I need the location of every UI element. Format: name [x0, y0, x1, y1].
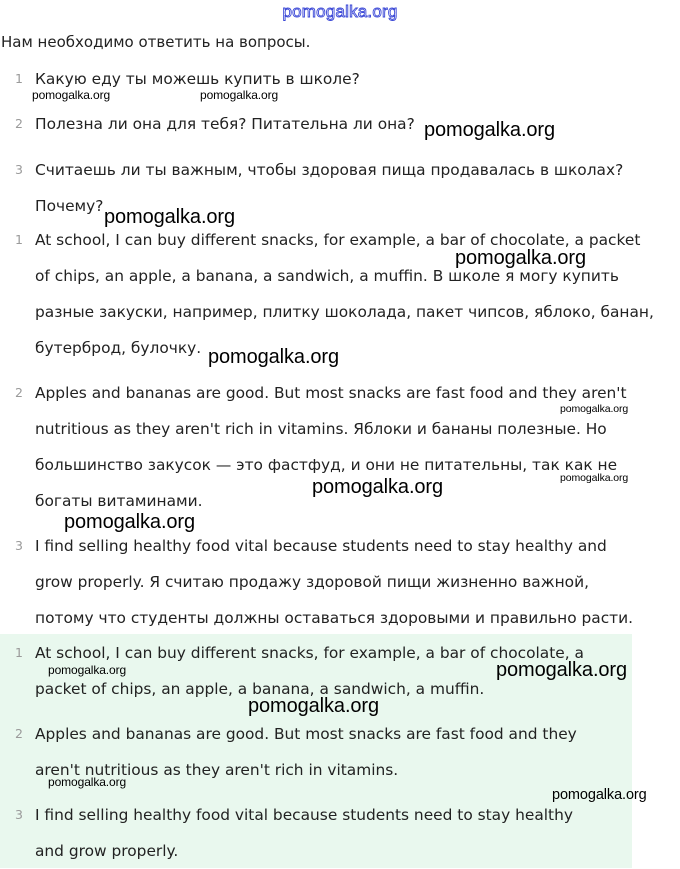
intro-text: Нам необходимо ответить на вопросы.: [1, 33, 311, 51]
answer-3-line-3: потому что студенты должны оставаться здоровыми и правильно расти.: [35, 609, 634, 627]
list-number: 3: [15, 807, 23, 822]
list-number: 2: [15, 116, 23, 131]
list-number: 3: [15, 162, 23, 177]
question-3-line-1: Считаешь ли ты важным, чтобы здоровая пища продавалась в школах?: [35, 161, 624, 179]
question-3-line-2: Почему?: [35, 197, 104, 215]
watermark: pomogalka.org: [312, 476, 444, 498]
english-answer-2-line-1: Apples and bananas are good. But most snacks are fast food and they: [35, 725, 577, 743]
watermark: pomogalka.org: [560, 472, 629, 484]
list-number: 3: [15, 538, 23, 553]
question-2-line-1: Полезна ли она для тебя? Питательна ли она?: [35, 115, 415, 133]
watermark: pomogalka.org: [64, 511, 196, 533]
answer-3-line-1: I find selling healthy food vital because students need to stay healthy and: [35, 537, 607, 555]
list-number: 1: [15, 71, 23, 86]
list-number: 2: [15, 385, 23, 400]
watermark: pomogalka.org: [104, 206, 236, 228]
watermark: pomogalka.org: [455, 247, 587, 269]
watermark: pomogalka.org: [32, 88, 111, 102]
site-logo[interactable]: pomogalka.org: [282, 2, 398, 21]
list-number: 1: [15, 645, 23, 660]
list-number: 2: [15, 726, 23, 741]
english-answer-3-line-1: I find selling healthy food vital because students need to stay healthy: [35, 806, 573, 824]
answer-2-line-3: большинство закусок — это фастфуд, и они не питательны, так как не: [35, 456, 618, 474]
watermark: pomogalka.org: [496, 659, 628, 681]
answer-1-line-1: At school, I can buy different snacks, for example, a bar of chocolate, a packet: [35, 231, 641, 249]
english-answer-2-line-2: aren't nutritious as they aren't rich in vitamins.: [35, 761, 399, 779]
english-answer-1-line-2: packet of chips, an apple, a banana, a sandwich, a muffin.: [35, 680, 485, 698]
watermark: pomogalka.org: [248, 695, 380, 717]
answer-1-line-4: бутерброд, булочку.: [35, 339, 202, 357]
list-number: 1: [15, 232, 23, 247]
answer-2-line-2: nutritious as they aren't rich in vitamins. Яблоки и бананы полезные. Но: [35, 420, 607, 438]
watermark: pomogalka.org: [560, 403, 629, 415]
watermark: pomogalka.org: [552, 787, 647, 803]
watermark: pomogalka.org: [208, 346, 340, 368]
english-answer-1-line-1: At school, I can buy different snacks, for example, a bar of chocolate, a: [35, 644, 584, 662]
answer-1-line-2: of chips, an apple, a banana, a sandwich, a muffin. В школе я могу купить: [35, 267, 619, 285]
question-1-line-1: Какую еду ты можешь купить в школе?: [35, 70, 360, 88]
answer-3-line-2: grow properly. Я считаю продажу здоровой пищи жизненно важной,: [35, 573, 589, 591]
answer-2-line-4: богаты витаминами.: [35, 492, 203, 510]
watermark: pomogalka.org: [200, 88, 279, 102]
answer-2-line-1: Apples and bananas are good. But most snacks are fast food and they aren't: [35, 384, 627, 402]
answer-1-line-3: разные закуски, например, плитку шоколада, пакет чипсов, яблоко, банан,: [35, 303, 654, 321]
watermark: pomogalka.org: [424, 119, 556, 141]
watermark: pomogalka.org: [48, 775, 127, 789]
watermark: pomogalka.org: [48, 663, 127, 677]
english-answer-3-line-2: and grow properly.: [35, 842, 179, 860]
